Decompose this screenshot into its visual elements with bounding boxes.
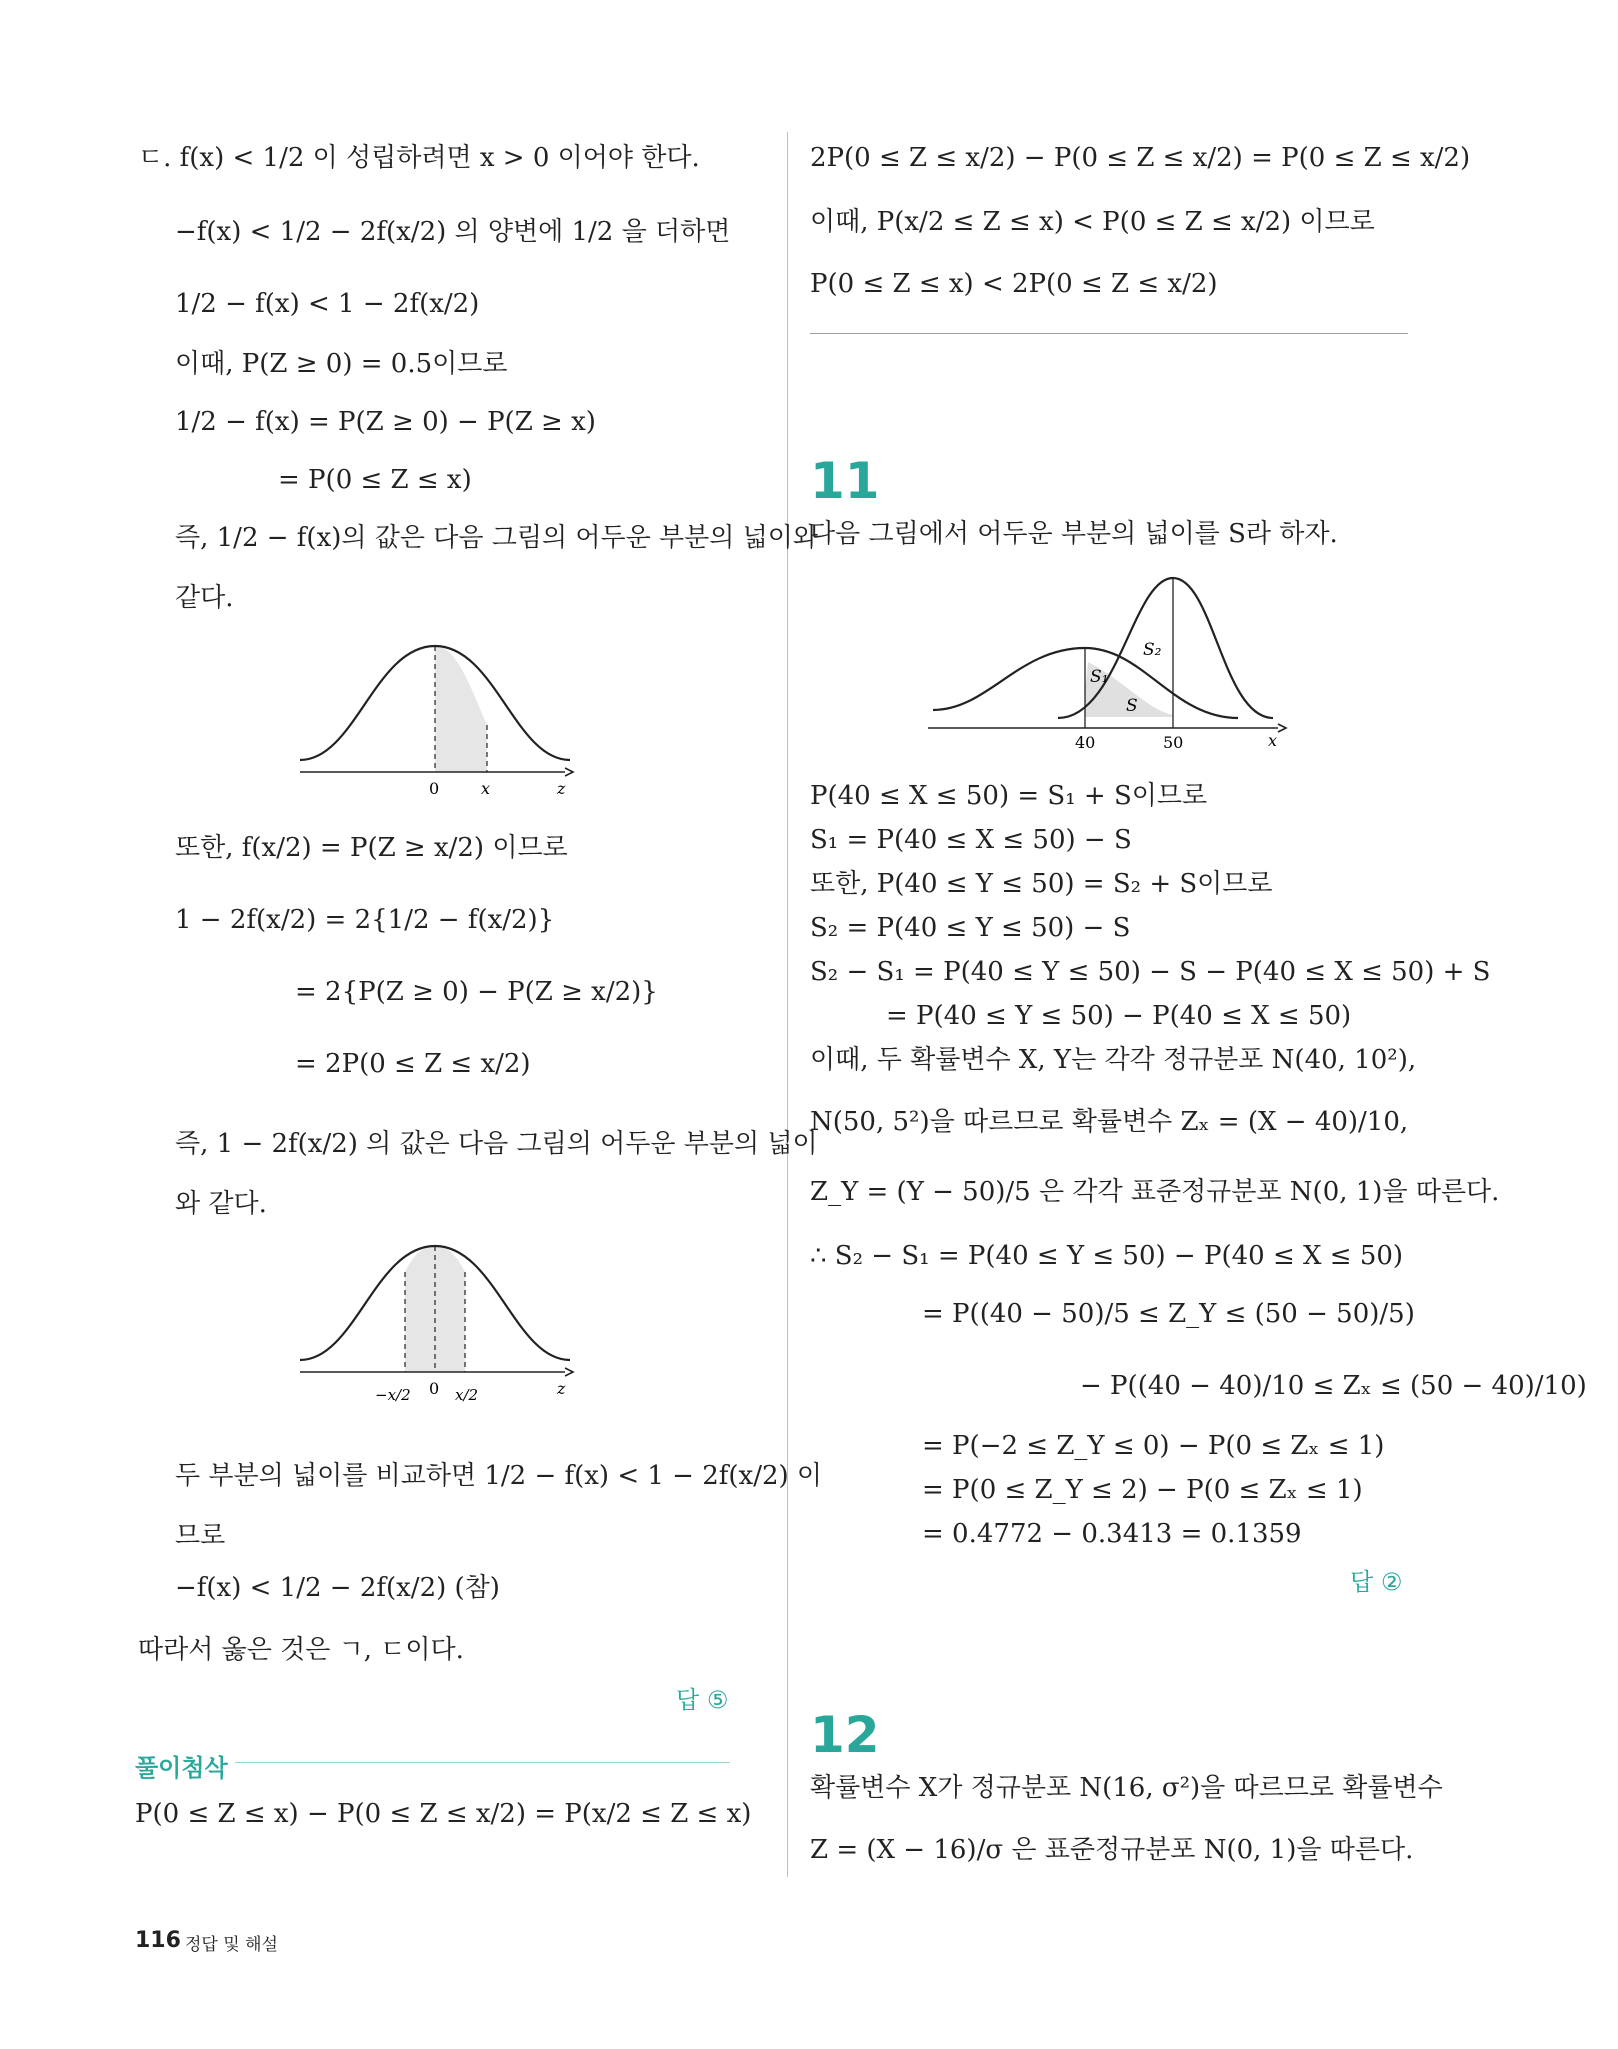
left2-line-3: = 2{P(Z ≥ 0) − P(Z ≥ x/2)}: [295, 977, 658, 1007]
tip-line: P(0 ≤ Z ≤ x) − P(0 ≤ Z ≤ x/2) = P(x/2 ≤ Z ≤ x): [135, 1799, 752, 1829]
tip-title: 풀이첨삭: [135, 1754, 228, 1782]
fig1-label-z: z: [557, 779, 566, 798]
two-normal-curves-figure: [928, 570, 1290, 750]
tip-rule: [235, 1762, 730, 1763]
label-S: S: [1126, 696, 1138, 716]
left-line-4: 이때, P(Z ≥ 0) = 0.5이므로: [175, 349, 508, 379]
shaded-area-0-to-x: [435, 646, 487, 772]
fig1-label-0: 0: [429, 779, 440, 798]
tick-50: 50: [1163, 733, 1184, 750]
section-divider: [810, 333, 1408, 334]
q11-line-7: 이때, 두 확률변수 X, Y는 각각 정규분포 N(40, 10²),: [810, 1045, 1417, 1075]
normal-curve-figure-1: [295, 630, 575, 800]
q11-line-14: = P(0 ≤ Z_Y ≤ 2) − P(0 ≤ Zₓ ≤ 1): [922, 1475, 1363, 1505]
column-divider: [787, 132, 788, 1877]
right-top-line-1: 2P(0 ≤ Z ≤ x/2) − P(0 ≤ Z ≤ x/2) = P(0 ≤ Z ≤ x/2): [810, 143, 1471, 173]
q11-line-4: S₂ = P(40 ≤ Y ≤ 50) − S: [810, 913, 1131, 943]
right-top-line-2: 이때, P(x/2 ≤ Z ≤ x) < P(0 ≤ Z ≤ x/2) 이므로: [810, 207, 1375, 237]
q11-line-6: = P(40 ≤ Y ≤ 50) − P(40 ≤ X ≤ 50): [886, 1001, 1352, 1031]
q11-line-13: = P(−2 ≤ Z_Y ≤ 0) − P(0 ≤ Zₓ ≤ 1): [922, 1431, 1385, 1461]
q11-line-8: N(50, 5²)을 따르므로 확률변수 Zₓ = (X − 40)/10,: [810, 1107, 1409, 1137]
q11-line-15: = 0.4772 − 0.3413 = 0.1359: [922, 1519, 1302, 1549]
left2-line-5: 즉, 1 − 2f(x/2) 의 값은 다음 그림의 어두운 부분의 넓이: [175, 1129, 818, 1159]
question-number-11: 11: [810, 452, 880, 510]
left-line-3: 1/2 − f(x) < 1 − 2f(x/2): [175, 289, 480, 319]
footer-section: 정답 및 해설: [185, 1935, 278, 1955]
q11-line-9: Z_Y = (Y − 50)/5 은 각각 표준정규분포 N(0, 1)을 따른다.: [810, 1177, 1500, 1207]
left-line-5: 1/2 − f(x) = P(Z ≥ 0) − P(Z ≥ x): [175, 407, 596, 437]
label-S2: S₂: [1143, 640, 1162, 660]
q11-line-11: = P((40 − 50)/5 ≤ Z_Y ≤ (50 − 50)/5): [922, 1299, 1415, 1329]
left3-line-4: 따라서 옳은 것은 ㄱ, ㄷ이다.: [138, 1635, 464, 1665]
question-number-12: 12: [810, 1706, 880, 1764]
q12-line-1: 확률변수 X가 정규분포 N(16, σ²)을 따르므로 확률변수: [810, 1773, 1443, 1803]
q11-stem: 다음 그림에서 어두운 부분의 넓이를 S라 하자.: [810, 519, 1338, 549]
q11-line-1: P(40 ≤ X ≤ 50) = S₁ + S이므로: [810, 781, 1208, 811]
axis-arrow: [1278, 724, 1286, 732]
left-line-2: −f(x) < 1/2 − 2f(x/2) 의 양변에 1/2 을 더하면: [175, 217, 731, 247]
fig2-label-z: z: [557, 1379, 566, 1398]
left2-line-1: 또한, f(x/2) = P(Z ≥ x/2) 이므로: [175, 833, 568, 863]
q11-line-12: − P((40 − 40)/10 ≤ Zₓ ≤ (50 − 40)/10): [1080, 1371, 1587, 1401]
left3-line-3: −f(x) < 1/2 − 2f(x/2) (참): [175, 1573, 500, 1603]
left3-line-1: 두 부분의 넓이를 비교하면 1/2 − f(x) < 1 − 2f(x/2) 이: [175, 1461, 823, 1491]
tick-40: 40: [1075, 733, 1096, 750]
q12-line-2: Z = (X − 16)/σ 은 표준정규분포 N(0, 1)을 따른다.: [810, 1835, 1414, 1865]
fig2-label-0: 0: [429, 1379, 440, 1398]
fig2-label-neg-half-x: −x/2: [375, 1386, 411, 1404]
page-number: 116: [135, 1928, 181, 1953]
fig2-label-half-x: x/2: [455, 1386, 479, 1404]
label-S1: S₁: [1090, 667, 1109, 687]
left2-line-4: = 2P(0 ≤ Z ≤ x/2): [295, 1049, 531, 1079]
answer-q10: 답 ⑤: [676, 1686, 729, 1714]
q11-line-3: 또한, P(40 ≤ Y ≤ 50) = S₂ + S이므로: [810, 869, 1273, 899]
q11-line-5: S₂ − S₁ = P(40 ≤ Y ≤ 50) − S − P(40 ≤ X ≤ 50) + S: [810, 957, 1491, 987]
left-line-7: 즉, 1/2 − f(x)의 값은 다음 그림의 어두운 부분의 넓이와: [175, 523, 818, 553]
right-top-line-3: P(0 ≤ Z ≤ x) < 2P(0 ≤ Z ≤ x/2): [810, 269, 1218, 299]
left2-line-6: 와 같다.: [175, 1189, 267, 1219]
left2-line-2: 1 − 2f(x/2) = 2{1/2 − f(x/2)}: [175, 905, 555, 935]
axis-arrow: [565, 1368, 573, 1376]
fig1-label-x: x: [481, 779, 491, 798]
left-line-8: 같다.: [175, 583, 234, 613]
answer-q11: 답 ②: [1350, 1568, 1403, 1596]
axis-label-x: x: [1268, 731, 1278, 750]
q11-line-2: S₁ = P(40 ≤ X ≤ 50) − S: [810, 825, 1132, 855]
left-line-1: ㄷ. f(x) < 1/2 이 성립하려면 x > 0 이어야 한다.: [138, 143, 700, 173]
q11-line-10: ∴ S₂ − S₁ = P(40 ≤ Y ≤ 50) − P(40 ≤ X ≤ 50): [810, 1241, 1404, 1271]
left-line-6: = P(0 ≤ Z ≤ x): [278, 465, 472, 495]
left3-line-2: 므로: [175, 1521, 226, 1551]
normal-curve-figure-2: [295, 1230, 575, 1430]
axis-arrow: [565, 768, 573, 776]
